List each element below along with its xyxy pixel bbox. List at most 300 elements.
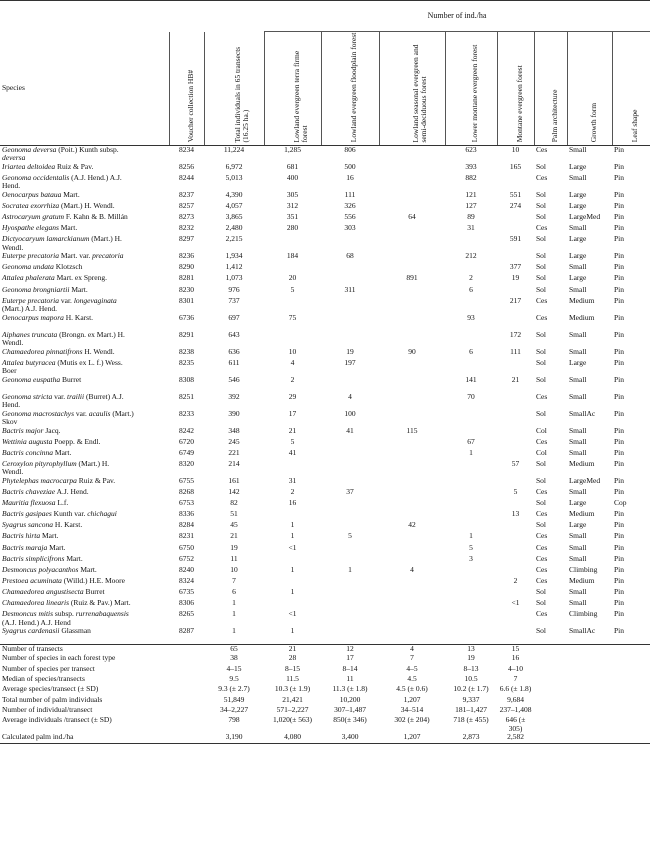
- floodplain-cell: 850(± 346): [333, 716, 367, 725]
- table-row: [0, 235, 650, 252]
- species-name: Syagrus cardenasii: [2, 627, 60, 636]
- species-cell: [0, 163, 169, 174]
- voucher-cell: 8230: [179, 285, 194, 294]
- voucher-cell: 6752: [179, 554, 194, 563]
- floodplain-cell: 500: [344, 162, 356, 171]
- terra-firme-cell: 1: [290, 521, 295, 530]
- lower-montane-cell: [445, 510, 497, 521]
- montane-cell: 4–10: [508, 664, 523, 673]
- table-row: [0, 577, 650, 588]
- species-cell: [0, 427, 169, 438]
- floodplain-cell: [321, 521, 379, 532]
- architecture-cell: Sol: [536, 285, 547, 294]
- terra-firme-cell: 2: [290, 375, 295, 384]
- seasonal-cell: 891: [406, 274, 418, 283]
- growth-form-cell: Small: [569, 224, 587, 233]
- growth-form-cell: Large: [569, 358, 587, 367]
- species-authority: Mart. ex Spreng.: [54, 274, 107, 283]
- leaf-shape-cell: [612, 733, 650, 743]
- species-name: Bactris chaveziae: [2, 488, 56, 497]
- lower-montane-cell: 70: [467, 392, 475, 401]
- seasonal-cell: [379, 331, 445, 348]
- growth-form-cell: Small: [569, 532, 587, 541]
- seasonal-cell: [379, 252, 445, 263]
- voucher-cell: 8235: [179, 358, 194, 367]
- seasonal-cell: [379, 555, 445, 566]
- floodplain-cell: [321, 477, 379, 488]
- architecture-cell: Ces: [536, 565, 548, 574]
- species-cell: [0, 393, 169, 410]
- species-authority: Ruiz & Pav.: [76, 477, 116, 485]
- species-authority: (A.J. Hend.) A.J.: [69, 173, 122, 182]
- architecture-cell: Ces: [536, 313, 548, 322]
- growth-form-cell: Large: [569, 499, 587, 508]
- species-cell: [0, 191, 169, 202]
- total-cell: 21: [230, 532, 238, 541]
- floodplain-cell: 68: [346, 252, 354, 261]
- table-row: [0, 331, 650, 348]
- table-row: [0, 599, 650, 610]
- table-row: [0, 286, 650, 297]
- leaf-shape-cell: Pin: [614, 488, 625, 497]
- summary-label: Number of species per transect: [2, 664, 95, 673]
- species-name: Euterpe precatoria: [2, 252, 60, 261]
- species-cell: [0, 555, 169, 566]
- terra-firme-cell: 21,421: [282, 695, 303, 704]
- species-authority: (Poit.) Kunth subsp.: [56, 145, 119, 154]
- species-authority: Glassman: [59, 627, 91, 636]
- floodplain-cell: [321, 235, 379, 252]
- montane-cell: 111: [510, 347, 521, 356]
- species-authority: Wendl.: [2, 467, 24, 477]
- species-authority: Jacq.: [43, 426, 61, 435]
- terra-firme-cell: 5: [290, 437, 295, 446]
- table-row: [0, 297, 650, 314]
- leaf-shape-cell: Pin: [614, 330, 625, 339]
- table-row: [0, 314, 650, 331]
- terra-firme-cell: [264, 577, 321, 588]
- summary-row: [0, 675, 650, 685]
- lower-montane-cell: [445, 359, 497, 376]
- summary-label: Number of species in each forest type: [2, 654, 116, 663]
- species-name: Bactris concinna: [2, 448, 54, 457]
- terra-firme-cell: 305: [286, 190, 299, 199]
- species-authority: (Mart.) H.: [89, 235, 122, 244]
- voucher-cell: 8231: [179, 532, 194, 541]
- lower-montane-cell: [445, 297, 497, 314]
- species-authority: (Willd.) H.E. Moore: [61, 576, 125, 585]
- total-cell: 38: [230, 654, 238, 663]
- summary-label: Total number of palm individuals: [2, 695, 103, 704]
- summary-row: [0, 716, 650, 733]
- growth-form-cell: [567, 696, 612, 706]
- species-name: Bactris maraja: [2, 543, 48, 552]
- montane-cell: 165: [509, 162, 522, 171]
- leaf-shape-cell: Pin: [614, 358, 625, 367]
- species-cell: [0, 297, 169, 314]
- floodplain-cell: 37: [346, 488, 354, 497]
- lower-montane-cell: 19: [467, 654, 475, 663]
- growth-form-cell: [567, 706, 612, 716]
- species-variety: longevaginata: [73, 296, 117, 305]
- montane-cell: <1: [511, 599, 520, 608]
- seasonal-cell: 64: [408, 213, 416, 222]
- architecture-cell: Sol: [536, 499, 547, 508]
- terra-firme-cell: 2: [290, 488, 295, 497]
- architecture-cell: Sol: [536, 263, 547, 272]
- growth-form-cell: [567, 685, 612, 695]
- table-row: [0, 410, 650, 427]
- table-row: [0, 477, 650, 488]
- lower-montane-cell: [445, 599, 497, 610]
- architecture-cell: Col: [536, 448, 547, 457]
- montane-cell: [497, 610, 534, 627]
- architecture-cell: [534, 706, 567, 716]
- leaf-shape-cell: Pin: [614, 274, 625, 283]
- growth-form-cell: Medium: [569, 313, 595, 322]
- species-cell: [0, 510, 169, 521]
- montane-cell: [497, 544, 534, 555]
- growth-form-cell: Large: [569, 235, 587, 244]
- leaf-shape-cell: Pin: [614, 599, 625, 608]
- montane-cell: 172: [509, 330, 522, 339]
- species-name: Astrocaryum gratum: [2, 213, 65, 222]
- total-cell: 19: [230, 543, 238, 552]
- species-cell: [0, 627, 169, 644]
- growth-form-cell: [567, 644, 612, 654]
- montane-cell: [497, 174, 534, 191]
- species-cell: [0, 449, 169, 460]
- table-row: [0, 510, 650, 521]
- table-row: [0, 555, 650, 566]
- growth-form-cell: Large: [569, 162, 587, 171]
- floodplain-cell: [321, 376, 379, 393]
- seasonal-cell: 115: [406, 426, 418, 435]
- growth-form-cell: Medium: [569, 296, 595, 305]
- summary-row: [0, 665, 650, 675]
- leaf-shape-cell: [612, 654, 650, 664]
- architecture-cell: Ces: [536, 296, 548, 305]
- growth-form-cell: SmallAc: [569, 627, 596, 636]
- total-cell: 5,013: [225, 173, 243, 182]
- species-authority: Mart.: [40, 532, 59, 541]
- species-variety: precatoria: [92, 252, 124, 261]
- terra-firme-cell: 8–15: [285, 664, 300, 673]
- floodplain-cell: 806: [344, 145, 356, 154]
- table-row: [0, 163, 650, 174]
- table-row: [0, 627, 650, 644]
- terra-firme-cell: 5: [290, 285, 295, 294]
- col-growth-form: Growth form: [567, 32, 612, 146]
- terra-firme-cell: 1,285: [284, 145, 301, 154]
- architecture-cell: Sol: [536, 409, 547, 418]
- lower-montane-cell: [445, 460, 497, 477]
- leaf-shape-cell: Pin: [614, 235, 625, 244]
- growth-form-cell: Small: [569, 173, 587, 182]
- table-row: [0, 427, 650, 438]
- voucher-cell: [169, 716, 204, 733]
- montane-cell: [497, 532, 534, 543]
- seasonal-cell: [379, 410, 445, 427]
- leaf-shape-cell: Pin: [614, 213, 625, 222]
- species-cell: [0, 488, 169, 499]
- table-row: [0, 224, 650, 235]
- total-cell: 142: [228, 488, 240, 497]
- architecture-cell: Sol: [536, 162, 547, 171]
- floodplain-cell: [321, 314, 379, 331]
- species-authority: H. Wendl.: [82, 347, 115, 356]
- lower-montane-cell: [445, 488, 497, 499]
- leaf-shape-cell: Pin: [614, 460, 625, 468]
- lower-montane-cell: 882: [465, 173, 477, 182]
- total-cell: 9.3 (± 2.7): [218, 685, 250, 694]
- leaf-shape-cell: Pin: [614, 521, 625, 530]
- species-name: Chamaedorea pinnatifrons: [2, 347, 83, 356]
- seasonal-cell: [379, 627, 445, 644]
- architecture-cell: Ces: [536, 145, 548, 154]
- floodplain-cell: [321, 331, 379, 348]
- species-name: Hyospathe elegans: [2, 224, 59, 233]
- seasonal-cell: [379, 577, 445, 588]
- species-authority: Mart.: [69, 285, 88, 294]
- species-authority: Mart.: [78, 565, 97, 574]
- leaf-shape-cell: Cop: [614, 499, 627, 508]
- floodplain-cell: [321, 599, 379, 610]
- species-authority: Mart.: [58, 224, 78, 233]
- floodplain-cell: 111: [344, 190, 356, 199]
- col-terra-firme: Lowland evergreen terra firme forest: [264, 32, 321, 146]
- floodplain-cell: [321, 577, 379, 588]
- voucher-cell: 8244: [179, 173, 194, 182]
- floodplain-cell: [321, 555, 379, 566]
- total-cell: 161: [228, 477, 240, 485]
- leaf-shape-cell: Pin: [614, 392, 625, 401]
- seasonal-cell: 4.5 (± 0.6): [396, 685, 428, 694]
- species-authority: Burret: [83, 587, 105, 596]
- total-cell: 51,849: [223, 695, 245, 704]
- growth-form-cell: SmallAc: [569, 409, 596, 418]
- montane-cell: [497, 393, 534, 410]
- total-cell: 2,215: [225, 235, 243, 244]
- montane-cell: 591: [509, 235, 522, 244]
- total-cell: 737: [228, 296, 240, 305]
- species-authority: (Mart.): [110, 409, 134, 418]
- species-name: Attalea phalerata: [2, 274, 55, 283]
- montane-cell: 15: [497, 644, 534, 654]
- terra-firme-cell: 1: [290, 627, 295, 636]
- montane-cell: [497, 286, 534, 297]
- growth-form-cell: Small: [569, 437, 587, 446]
- species-cell: [0, 202, 169, 213]
- leaf-shape-cell: Pin: [614, 576, 625, 585]
- montane-cell: [497, 410, 534, 427]
- species-name: Syagrus sancona: [2, 521, 54, 530]
- table-row: [0, 202, 650, 213]
- terra-firme-cell: 1: [290, 565, 295, 574]
- architecture-cell: Ces: [536, 224, 548, 233]
- seasonal-cell: [379, 174, 445, 191]
- terra-firme-cell: 11.5: [286, 675, 299, 684]
- seasonal-cell: 7: [410, 654, 414, 663]
- terra-firme-cell: <1: [288, 610, 297, 619]
- montane-cell: [497, 588, 534, 599]
- species-variety: trailii: [67, 392, 85, 401]
- lower-montane-cell: 89: [467, 213, 475, 222]
- terra-firme-cell: [264, 297, 321, 314]
- table-row: [0, 460, 650, 477]
- leaf-shape-cell: Pin: [614, 409, 625, 418]
- species-cell: [0, 359, 169, 376]
- species-cell: [0, 521, 169, 532]
- terra-firme-cell: 31: [288, 477, 297, 485]
- montane-cell: [497, 499, 534, 510]
- leaf-shape-cell: Pin: [614, 313, 625, 322]
- voucher-cell: [169, 685, 204, 695]
- floodplain-cell: [321, 438, 379, 449]
- growth-form-cell: Small: [569, 426, 587, 435]
- summary-label: Average individuals /transect (± SD): [2, 716, 112, 725]
- montane-cell: 646 (± 305): [505, 716, 526, 733]
- summary-row: [0, 685, 650, 695]
- table-row: [0, 348, 650, 359]
- species-authority: (Mart.) H. Wendl.: [59, 201, 115, 210]
- voucher-cell: 8308: [179, 375, 194, 384]
- leaf-shape-cell: Pin: [614, 347, 625, 356]
- leaf-shape-cell: [612, 685, 650, 695]
- leaf-shape-cell: Pin: [614, 190, 625, 199]
- floodplain-cell: [321, 297, 379, 314]
- montane-cell: 5: [513, 488, 518, 497]
- lower-montane-cell: 718 (± 455): [453, 716, 489, 725]
- terra-firme-cell: [264, 331, 321, 348]
- terra-firme-cell: [264, 555, 321, 566]
- architecture-cell: Sol: [536, 347, 547, 356]
- species-name: Desmoncus polyacanthos: [2, 565, 79, 574]
- total-cell: 1: [232, 599, 236, 608]
- floodplain-cell: 41: [346, 426, 354, 435]
- leaf-shape-cell: Pin: [614, 587, 625, 596]
- species-name: Geonoma deversa: [2, 145, 57, 154]
- growth-form-cell: Small: [569, 543, 587, 552]
- table-row: [0, 544, 650, 555]
- lower-montane-cell: 13: [445, 644, 497, 654]
- species-authority: Mart.: [47, 543, 66, 552]
- table-row: [0, 263, 650, 274]
- total-cell: 11: [230, 554, 238, 563]
- seasonal-cell: 4.5: [407, 675, 417, 684]
- seasonal-cell: 1,207: [403, 695, 421, 704]
- table-row: [0, 174, 650, 191]
- architecture-cell: Ces: [536, 532, 548, 541]
- floodplain-cell: [321, 544, 379, 555]
- total-cell: 6,972: [225, 162, 243, 171]
- voucher-cell: 6753: [179, 499, 194, 508]
- growth-form-cell: [567, 675, 612, 685]
- species-name: Prestoea acuminata: [2, 576, 62, 585]
- terra-firme-cell: [264, 460, 321, 477]
- species-authority: A.J. Hend.: [55, 488, 89, 497]
- montane-cell: [497, 314, 534, 331]
- voucher-cell: 8291: [179, 330, 194, 339]
- leaf-shape-cell: [612, 716, 650, 733]
- group-label: Number of ind./ha: [264, 1, 650, 32]
- species-authority: H. Karst.: [53, 521, 83, 530]
- architecture-cell: Col: [536, 426, 547, 435]
- seasonal-cell: [379, 393, 445, 410]
- species-authority: (Burret) A.J.: [84, 392, 124, 401]
- floodplain-cell: [321, 588, 379, 599]
- architecture-cell: Sol: [536, 460, 547, 468]
- growth-form-cell: Small: [569, 448, 587, 457]
- voucher-cell: [169, 675, 204, 685]
- species-authority: subsp.: [53, 610, 76, 619]
- architecture-cell: Ces: [536, 610, 548, 619]
- table-row: [0, 191, 650, 202]
- col-floodplain: Lowland evergreen floodplain forest: [321, 32, 379, 146]
- leaf-shape-cell: Pin: [614, 296, 625, 305]
- floodplain-cell: 8–14: [342, 664, 358, 673]
- seasonal-cell: [379, 460, 445, 477]
- architecture-cell: Sol: [536, 521, 547, 530]
- voucher-cell: 6749: [179, 448, 194, 457]
- architecture-cell: Ces: [536, 173, 548, 182]
- seasonal-cell: [379, 191, 445, 202]
- col-seasonal: Lowland seasonal evergreen and semi-deciduous forest: [379, 32, 445, 146]
- leaf-shape-cell: [612, 644, 650, 654]
- total-cell: 1: [232, 610, 236, 619]
- table-row: [0, 146, 650, 163]
- species-name: Geonoma occidentalis: [2, 173, 70, 182]
- terra-firme-cell: 28: [288, 654, 297, 663]
- table-row: [0, 532, 650, 543]
- growth-form-cell: Large: [569, 274, 587, 283]
- total-cell: 7: [232, 576, 236, 585]
- lower-montane-cell: 6: [469, 285, 473, 294]
- species-name: Oenocarpus bataua: [2, 190, 62, 199]
- voucher-cell: 6755: [179, 477, 194, 485]
- species-cell: [0, 235, 169, 252]
- species-cell: [0, 588, 169, 599]
- voucher-cell: 8236: [179, 252, 194, 261]
- architecture-cell: Sol: [536, 274, 547, 283]
- floodplain-cell: [321, 510, 379, 521]
- voucher-cell: 8284: [179, 521, 194, 530]
- leaf-shape-cell: Pin: [614, 162, 625, 171]
- total-cell: 9.5: [229, 675, 239, 684]
- voucher-cell: 8251: [179, 392, 194, 401]
- total-cell: 51: [230, 510, 238, 519]
- terra-firme-cell: 10.3 (± 1.9): [274, 685, 311, 694]
- species-cell: [0, 566, 169, 577]
- architecture-cell: Sol: [536, 599, 547, 608]
- total-cell: 4,057: [225, 201, 243, 210]
- species-authority: H. Karst.: [63, 313, 94, 322]
- montane-cell: [497, 627, 534, 644]
- seasonal-cell: [379, 297, 445, 314]
- total-cell: 2,480: [225, 224, 243, 233]
- leaf-shape-cell: Pin: [614, 145, 625, 154]
- species-name: Mauritia flexuosa: [2, 499, 56, 508]
- total-cell: 976: [228, 285, 240, 294]
- lower-montane-cell: [445, 410, 497, 427]
- species-cell: [0, 577, 169, 588]
- lower-montane-cell: 3: [469, 554, 473, 563]
- voucher-cell: 6735: [179, 587, 194, 596]
- leaf-shape-cell: Pin: [614, 173, 625, 182]
- lower-montane-cell: [445, 235, 497, 252]
- montane-cell: [497, 359, 534, 376]
- growth-form-cell: Medium: [569, 576, 595, 585]
